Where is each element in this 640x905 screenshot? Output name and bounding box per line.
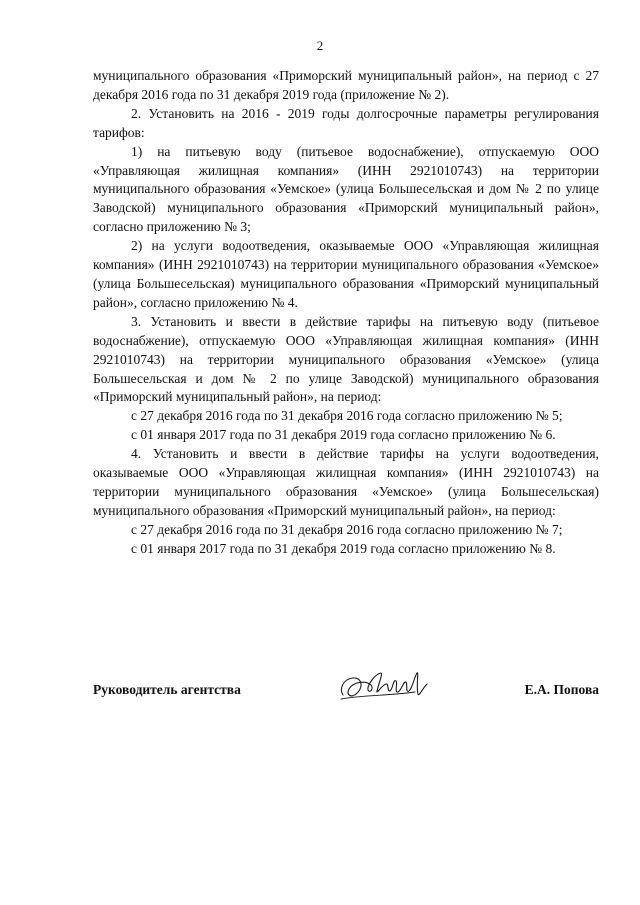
paragraph: с 01 января 2017 года по 31 декабря 2019 года согласно приложению № 8. — [131, 540, 556, 556]
paragraph: с 27 декабря 2016 года по 31 декабря 2016 года согласно приложению № 7; — [131, 521, 563, 537]
page-number: 2 — [316, 38, 324, 53]
paragraph: с 01 января 2017 года по 31 декабря 2019 года согласно приложению № 6. — [131, 427, 556, 443]
paragraph: 4. Установить и ввести в действие тарифы на услуги водоотведения, оказываемые ООО «Управляющая жилищная компания» (ИНН 2921010743) на территории муниципального образования «Уемское» (улица Большесельская) муниципального образования «Приморский муниципальный район», на период: — [93, 446, 599, 518]
handwritten-signature — [337, 665, 433, 705]
signatory-name: Е.А. Попова — [524, 682, 599, 697]
signatory-title: Руководитель агентства — [93, 682, 241, 697]
paragraph: 3. Установить и ввести в действие тарифы на питьевую воду (питьевое водоснабжение), отпускаемую ООО «Управляющая жилищная компания» (ИНН 2921010743) на территории муниципального образования «Уемское» (улица Большесельская и дом № 2 по улице Заводской) муниципального образования «Приморский муниципальный район», на период: — [93, 313, 599, 405]
document-body — [93, 67, 599, 559]
paragraph: муниципального образования «Приморский муниципальный район», на период с 27 декабря 2016 года по 31 декабря 2019 года (приложение № 2). — [93, 68, 599, 102]
paragraph: 2. Установить на 2016 - 2019 годы долгосрочные параметры регулирования тарифов: — [93, 105, 599, 140]
paragraph: 1) на питьевую воду (питьевое водоснабжение), отпускаемую ООО «Управляющая жилищная компания» (ИНН 2921010743) на территории муниципального образования «Уемское» (улица Большесельская и дом № 2 по улице Заводской) муниципального образования «Приморский муниципальный район», согласно приложению № 3; — [93, 143, 599, 235]
paragraph: 2) на услуги водоотведения, оказываемые ООО «Управляющая жилищная компания» (ИНН 2921010743) на территории муниципального образования «Уемское» (улица Большесельская) муниципального образования «Приморский муниципальный район», согласно приложению № 4. — [93, 238, 599, 310]
paragraph: с 27 декабря 2016 года по 31 декабря 2016 года согласно приложению № 5; — [131, 408, 563, 424]
signature-block — [93, 665, 599, 715]
